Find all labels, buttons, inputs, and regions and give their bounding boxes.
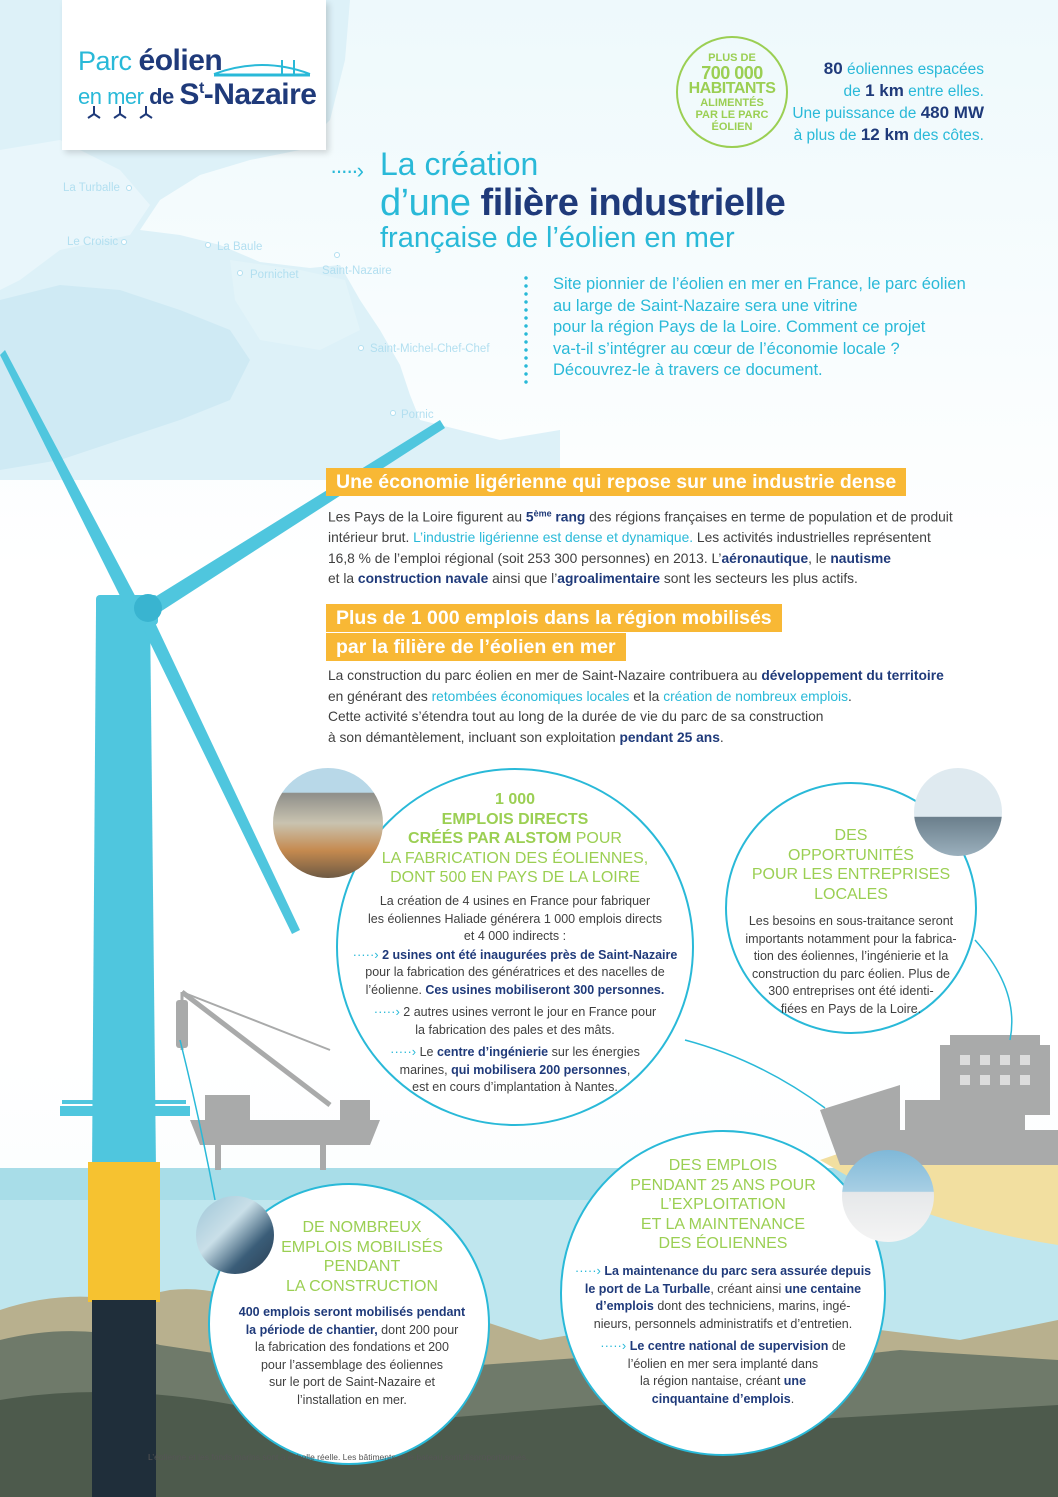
bubble-opportunities-heading: DES OPPORTUNITÉS POUR LES ENTREPRISES LOCALES xyxy=(751,827,951,903)
town-dot xyxy=(390,410,396,416)
arrow-icon: ·····› xyxy=(352,946,379,962)
bubble-construction-heading: DE NOMBREUX EMPLOIS MOBILISÉS PENDANT LA CONSTRUCTION xyxy=(281,1219,443,1295)
section-1-heading: Une économie ligérienne qui repose sur une industrie dense xyxy=(326,468,906,496)
town-saint-nazaire: Saint-Nazaire xyxy=(322,265,392,277)
population-stamp: PLUS DE 700 000 HABITANTS ALIMENTÉS PAR LE PARC ÉOLIEN xyxy=(676,36,788,148)
bubble-maintenance-text: ·····› La maintenance du parc sera assurée depuis le port de La Turballe, créant ainsi une centaine d’emplois dont des techniciens, marins, ingé- nieurs, personnels administratifs et d’entretien. ·····› Le centre national de supervision de l’éolien en mer sera implanté dans la région nantaise, créant une cinquantaine d’emplois. xyxy=(574,1263,872,1406)
town-le-croisic: Le Croisic xyxy=(67,236,119,248)
section-2-text: La construction du parc éolien en mer de Saint-Nazaire contribuera au développement du territoire en générant des retombées économiques locales et la création de nombreux emplois. Cette activité s’étendra tout au long de la durée de vie du parc de sa construction à son démantèlement, incluant son exploitation pendant 25 ans. xyxy=(328,668,944,745)
arrow-icon: ·····› xyxy=(600,1338,627,1353)
technician-photo xyxy=(842,1150,934,1242)
town-pornic: Pornic xyxy=(401,409,434,421)
bubble-alstom-heading: 1 000 EMPLOIS DIRECTS CRÉÉS PAR ALSTOM POUR LA FABRICATION DES ÉOLIENNES, DONT 500 EN PAYS DE LA LOIRE xyxy=(381,791,649,886)
town-pornichet: Pornichet xyxy=(250,269,299,281)
bubble-alstom-text: La création de 4 usines en France pour fabriquer les éoliennes Haliade générera 1 000 emplois directs et 4 000 indirects : ·····› 2 usines ont été inaugurées près de Saint-Nazaire pour la fabrication des génératrices et des nacelles de l’éolienne. Ces usines mobiliseront 300 personnes. ·····› 2 autres usines verront le jour en France pour la fabrication des pales et des mâts. ·····› Le centre d’ingénierie sur les énergies marines, qui mobilisera 200 personnes, est en cours d’implantation à Nantes. xyxy=(352,894,678,1094)
town-dot xyxy=(237,270,243,276)
industrial-buildings xyxy=(820,1035,1058,1165)
turbine-blade-down xyxy=(138,612,300,934)
town-la-baule: La Baule xyxy=(217,241,263,253)
bubble-maintenance-heading: DES EMPLOIS PENDANT 25 ANS POUR L’EXPLOITATION ET LA MAINTENANCE DES ÉOLIENNES xyxy=(630,1157,816,1252)
bridge-icon xyxy=(212,56,312,80)
logo-line-2: en mer de $S^t$-Nazaire xyxy=(78,78,317,111)
turbine-tower xyxy=(92,610,156,1170)
bubble-opportunities-text: Les besoins en sous-traitance seront importants notamment pour la fabrica- tion des éoliennes, l’ingénierie et la construction du parc éolien. Plus de 300 entreprises ont été identi- fiées en Pays de la Loire. xyxy=(745,914,957,1016)
town-dot xyxy=(334,252,340,258)
bubble-construction-text: 400 emplois seront mobilisés pendant la période de chantier, dont 200 pour la fabrication des fondations et 200 pour l’assemblage des éoliennes sur le port de Saint-Nazaire et l’installation en mer. xyxy=(238,1305,466,1407)
arrow-icon: ·····› xyxy=(574,1263,601,1278)
title-arrow-icon: ·····› xyxy=(330,158,362,183)
intro-dotted-rule xyxy=(524,274,528,386)
intro-text: Site pionnier de l’éolien en mer en France, le parc éolien au large de Saint-Nazaire sera une vitrine pour la région Pays de la Loire. Comment ce projet va-t-il s’intégrer au cœur de l’économie locale ? Découvrez-le à travers ce document. xyxy=(553,275,966,379)
turbine-platform-rail xyxy=(62,1100,186,1104)
title-line-2: d’une filière industrielle xyxy=(380,182,786,224)
logo-line-1: Parc éolien xyxy=(78,44,223,77)
town-dot xyxy=(205,242,211,248)
turbine-yellow-section xyxy=(88,1162,160,1302)
town-la-turballe: La Turballe xyxy=(63,182,120,194)
turbine-monopile xyxy=(92,1300,156,1497)
town-saint-michel: Saint-Michel-Chef-Chef xyxy=(370,343,490,355)
title-line-3: française de l’éolien en mer xyxy=(380,222,735,254)
connector-3 xyxy=(975,940,1012,1040)
section-2-heading-line-2: par la filière de l’éolien en mer xyxy=(326,633,626,661)
logo xyxy=(62,0,326,150)
connector-2 xyxy=(685,1040,825,1108)
town-dot xyxy=(126,185,132,191)
turbine-hub xyxy=(134,594,162,622)
key-facts: 80 éoliennes espacées de 1 km entre elles. Une puissance de 480 MW à plus de 12 km des côtes. xyxy=(792,59,984,144)
footnote: L’éolienne et les fonds marins sont à échelle réelle. Les bâtiments et le bateau sont disproportionnés. xyxy=(148,1452,529,1462)
section-1-text: Les Pays de la Loire figurent au 5ème rang des régions françaises en terme de population et de produit intérieur brut. L’industrie ligérienne est dense et dynamique. Les activités industrielles représentent 16,8 % de l’emploi régional (soit 253 300 personnes) en 2013. L’aéronautique, le nautisme et la construction navale ainsi que l’agroalimentaire sont les secteurs les plus actifs. xyxy=(328,508,953,587)
title-line-1: La création xyxy=(380,146,539,182)
arrow-icon: ·····› xyxy=(373,1004,400,1019)
turbines-icon xyxy=(86,104,156,124)
turbine-platform xyxy=(60,1106,190,1116)
arrow-icon: ·····› xyxy=(390,1044,417,1059)
town-dot xyxy=(121,239,127,245)
section-2-heading-line-1: Plus de 1 000 emplois dans la région mobilisés xyxy=(326,604,782,632)
town-dot xyxy=(358,345,364,351)
